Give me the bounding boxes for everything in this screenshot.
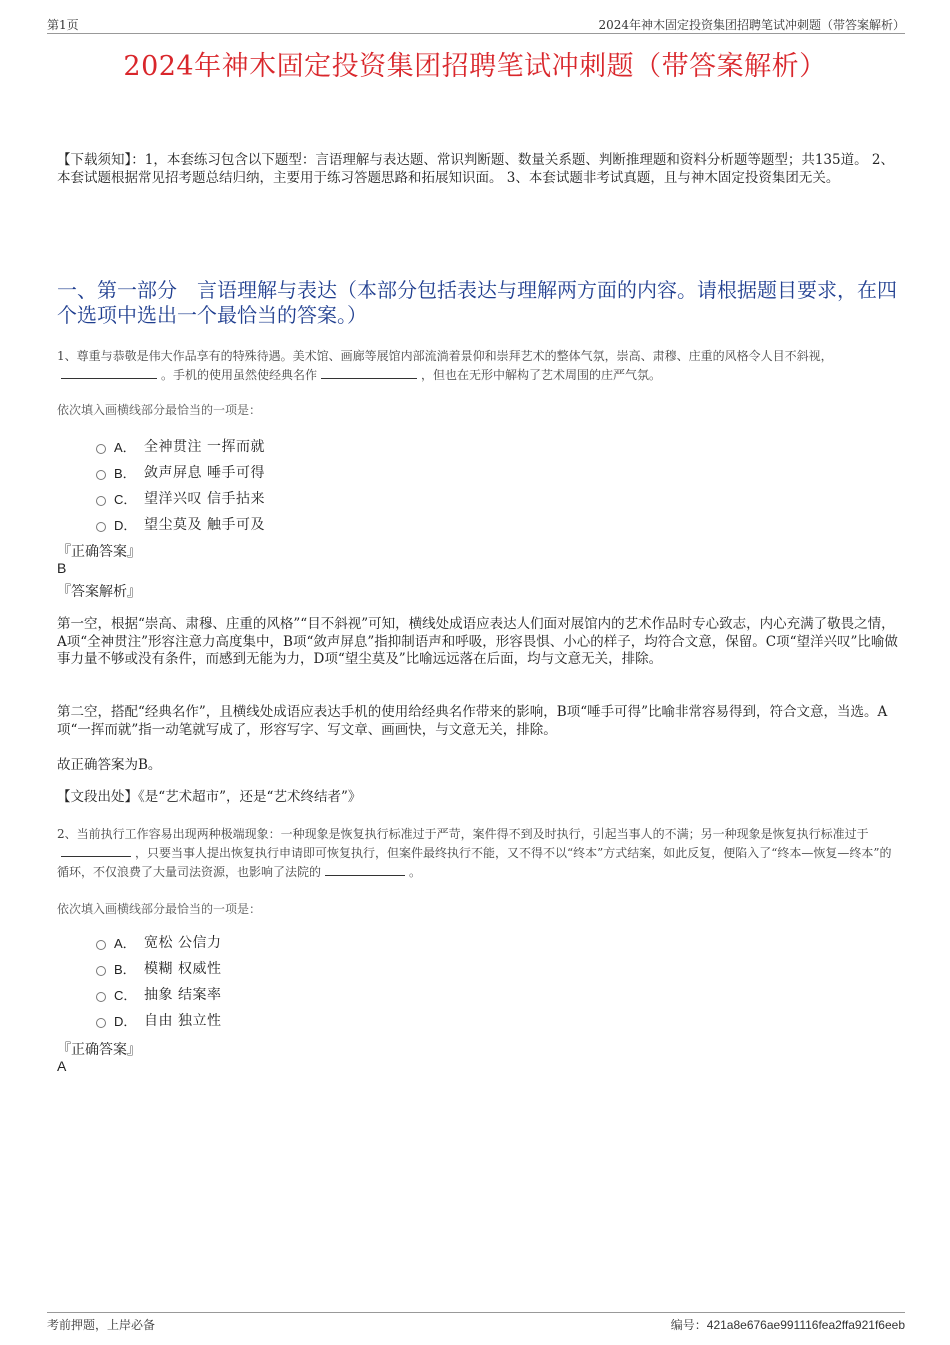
page-footer bbox=[47, 1312, 905, 1332]
option-letter: C． bbox=[114, 987, 137, 1003]
radio-icon[interactable] bbox=[96, 522, 106, 532]
header-doc-name: 2024年神木固定投资集团招聘笔试冲刺题（带答案解析） bbox=[598, 18, 905, 32]
document-title: 2024年神木固定投资集团招聘笔试冲刺题（带答案解析） bbox=[123, 51, 827, 82]
option-b[interactable] bbox=[96, 459, 265, 485]
option-letter: A． bbox=[114, 439, 136, 455]
option-letter: D． bbox=[114, 517, 137, 533]
footer-code bbox=[671, 1316, 905, 1333]
analysis-paragraph: 第二空，搭配“经典名作”，且横线处成语应表达手机的使用给经典名作带来的影响，B项“唾手可得”比喻非常容易得到，符合文意，当选。A项“一挥而就”指一动笔就写成了，形容写字、写文章、画画快，与文意无关，排除。 bbox=[57, 704, 888, 738]
source-citation: 【文段出处】《是“艺术超市”，还是“艺术终结者”》 bbox=[57, 789, 362, 805]
radio-icon[interactable] bbox=[96, 966, 106, 976]
footer-code-value: 421a8e676ae991116fea2ffa921f6eeb bbox=[706, 1318, 905, 1332]
option-text: 望洋兴叹 信手拈来 bbox=[144, 491, 265, 507]
question-2-text-part: 2、当前执行工作容易出现两种极端现象：一种现象是恢复执行标准过于严苛，案件得不到及时执行，引起当事人的不满；另一种现象是恢复执行标准过于 bbox=[57, 827, 869, 841]
download-notice: 【下载须知】：1，本套练习包含以下题型：言语理解与表达题、常识判断题、数量关系题、判断推理题和资料分析题等题型；共135道。 2、本套试题根据常见招考题总结归纳，主要用于练习答题思路和拓展知识面。 3、本套试题非考试真题，且与神木固定投资集团无关。 bbox=[57, 152, 894, 186]
blank-2 bbox=[325, 864, 405, 876]
radio-icon[interactable] bbox=[96, 1018, 106, 1028]
answer-value: B bbox=[57, 560, 67, 576]
question-1-prompt: 依次填入画横线部分最恰当的一项是： bbox=[57, 403, 262, 417]
question-1-text bbox=[57, 347, 900, 385]
option-a[interactable] bbox=[96, 929, 221, 955]
option-b[interactable] bbox=[96, 955, 221, 981]
blank-1 bbox=[61, 367, 157, 379]
radio-icon[interactable] bbox=[96, 940, 106, 950]
blank-1 bbox=[61, 845, 131, 857]
question-2-options bbox=[96, 929, 221, 1033]
question-1-text-part: ，但也在无形中解构了艺术周围的庄严气氛。 bbox=[421, 368, 662, 382]
radio-icon[interactable] bbox=[96, 992, 106, 1002]
radio-icon[interactable] bbox=[96, 470, 106, 480]
option-c[interactable] bbox=[96, 981, 221, 1007]
option-text: 模糊 权威性 bbox=[144, 961, 222, 977]
page-number: 第1页 bbox=[47, 18, 79, 32]
analysis-paragraph: 第一空，根据“崇高、肃穆、庄重的风格”“目不斜视”可知，横线处成语应表达人们面对展馆内的艺术作品时专心致志，内心充满了敬畏之情，A项“全神贯注”形容注意力高度集中，B项“敛声屏息”指抑制语声和呼吸，形容畏惧、小心的样子，均符合文意，保留。C项“望洋兴叹”比喻做事力量不够或没有条件，而感到无能为力，D项“望尘莫及”比喻远远落在后面，均与文意无关，排除。 bbox=[57, 616, 898, 667]
answer-value: A bbox=[57, 1058, 67, 1074]
footer-slogan: 考前押题，上岸必备 bbox=[47, 1318, 156, 1332]
answer-label: 『正确答案』 bbox=[57, 1042, 141, 1058]
question-2-text-part: ，只要当事人提出恢复执行申请即可恢复执行，但案件最终执行不能，又不得不以“终本”方式结案，如此反复，便陷入了“终本—恢复—终本”的循环，不仅浪费了大量司法资源，也影响了法院的 bbox=[57, 846, 892, 879]
option-text: 望尘莫及 触手可及 bbox=[144, 517, 265, 533]
question-1-text-part: 。手机的使用虽然使经典名作 bbox=[161, 368, 318, 382]
option-letter: A． bbox=[114, 935, 136, 951]
radio-icon[interactable] bbox=[96, 496, 106, 506]
option-c[interactable] bbox=[96, 485, 265, 511]
question-1-options bbox=[96, 433, 265, 537]
radio-icon[interactable] bbox=[96, 444, 106, 454]
question-2-prompt: 依次填入画横线部分最恰当的一项是： bbox=[57, 902, 262, 916]
option-text: 自由 独立性 bbox=[144, 1013, 222, 1029]
question-2-text-part: 。 bbox=[409, 865, 422, 879]
option-d[interactable] bbox=[96, 511, 265, 537]
option-text: 抽象 结案率 bbox=[144, 987, 222, 1003]
option-a[interactable] bbox=[96, 433, 265, 459]
option-text: 敛声屏息 唾手可得 bbox=[144, 465, 265, 481]
option-letter: C． bbox=[114, 491, 137, 507]
option-text: 宽松 公信力 bbox=[144, 935, 222, 951]
answer-label: 『正确答案』 bbox=[57, 544, 141, 560]
blank-2 bbox=[321, 367, 417, 379]
analysis-label: 『答案解析』 bbox=[57, 584, 141, 600]
option-letter: B． bbox=[114, 465, 136, 481]
page-header bbox=[47, 16, 905, 34]
analysis-conclusion: 故正确答案为B。 bbox=[57, 757, 162, 773]
option-text: 全神贯注 一挥而就 bbox=[144, 439, 265, 455]
question-2-text bbox=[57, 825, 900, 882]
option-letter: D． bbox=[114, 1013, 137, 1029]
section-title: 一、第一部分 言语理解与表达（本部分包括表达与理解两方面的内容。请根据题目要求，在四个选项中选出一个最恰当的答案。） bbox=[57, 278, 897, 327]
footer-code-label: 编号： bbox=[670, 1318, 707, 1332]
option-d[interactable] bbox=[96, 1007, 221, 1033]
question-1-text-part: 1、尊重与恭敬是伟大作品享有的特殊待遇。美术馆、画廊等展馆内部流淌着景仰和崇拜艺术的整体气氛，崇高、肃穆、庄重的风格令人目不斜视， bbox=[57, 349, 833, 363]
option-letter: B． bbox=[114, 961, 136, 977]
